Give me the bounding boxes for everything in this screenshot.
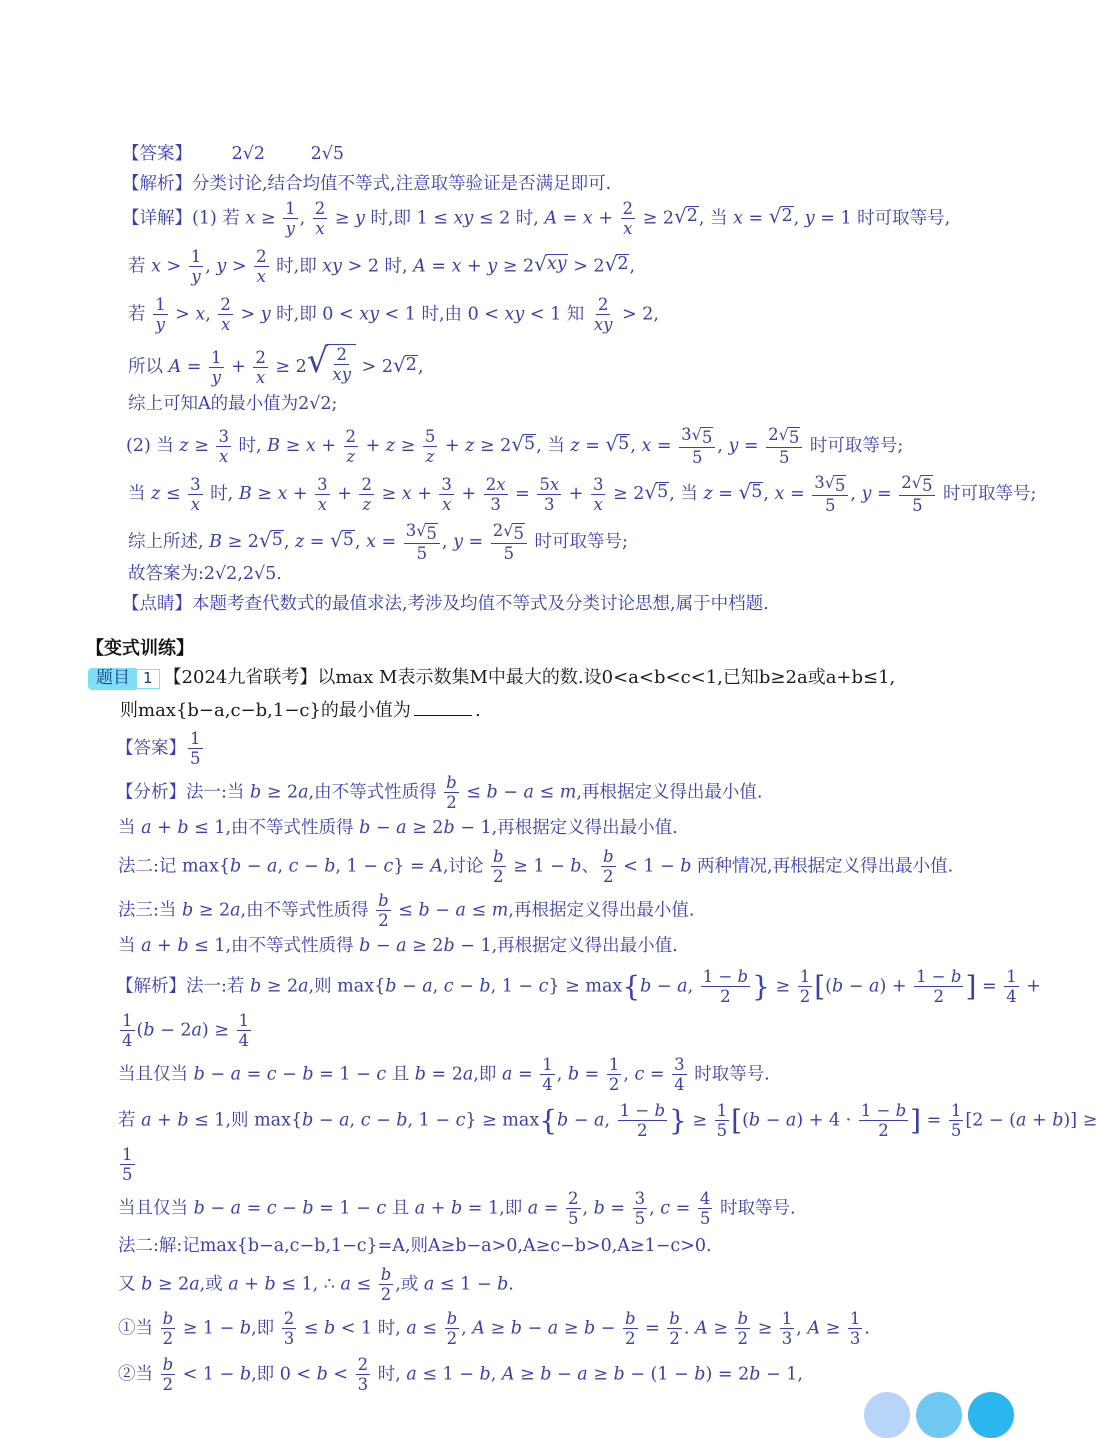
jiexi-line-6: 当且仅当 b − a = c − b = 1 − c 且 a + b = 1,即 a = $\frac{2}{5}$ , b = $\frac{3}{5}$ , c = $\frac{4}{5}$ 时取等号. (118, 1189, 796, 1229)
decor-circle-1 (864, 1392, 910, 1438)
detail-line-4: 所以 A = $\frac{1}{y}$ + $\frac{2}{x}$ ≥ 2 √ $\frac{2}{xy}$ > 2 √ 2 , (128, 341, 424, 387)
detail-conclusion-A: 综上可知A的最小值为2√2; (128, 394, 338, 414)
detail-line-2: 若 x > $\frac{1}{y}$ , y > $\frac{2}{x}$ 时,即 xy > 2 时, A = x + y ≥ 2 √ xy > 2 √ 2 , (128, 247, 636, 287)
answer-label: 【答案】 (122, 144, 192, 164)
prev-analysis-line (122, 176, 611, 194)
fenxi-line-2: 当 a + b ≤ 1,由不等式性质得 b − a ≥ 2b − 1,再根据定义得出最小值. (118, 818, 678, 838)
fenxi-line-3: 法二:记 max{b − a, c − b, 1 − c} = A,讨论 $\frac{b}{2}$ ≥ 1 − b、 $\frac{b}{2}$ < 1 − b 两种情况,再根据定义得出最小值. (118, 847, 954, 887)
detail-line-3: 若 $\frac{1}{y}$ > x, $\frac{2}{x}$ > y 时,即 0 < xy < 1 时,由 0 < xy < 1 知 $\frac{2}{xy}$ > 2, (128, 295, 659, 335)
answer-blank (414, 715, 472, 716)
detail-label: 【详解】 (122, 208, 192, 229)
fenxi-line-5: 当 a + b ≤ 1,由不等式性质得 b − a ≥ 2b − 1,再根据定义得出最小值. (118, 936, 678, 956)
jiexi-line-2: $\frac{1}{4}$ (b − 2a) ≥ $\frac{1}{4}$ (122, 1011, 250, 1051)
detail-line-1: 【详解】(1) 若 x ≥ $\frac{1}{y}$ , $\frac{2}{x}$ ≥ y 时,即 1 ≤ xy ≤ 2 时, A = x + $\frac{2}{x}$ ≥ 2 √ 2 , 当 x = √ 2 , y = 1 时可取等号, (122, 199, 951, 239)
question-line-2: 则max{b−a,c−b,1−c}的最小值为 . (120, 700, 481, 721)
question-line-1 (88, 668, 895, 690)
decor-circle-3 (968, 1392, 1014, 1438)
detail-line-7: 综上所述, B ≥ 2 √ 5 , z = √ 5 , x = 3 √ 5 5 , y = 2 √ 5 5 时可取等号; (128, 521, 628, 564)
jiexi-line-5: $\frac{1}{5}$ (122, 1145, 133, 1185)
decor-circle-2 (916, 1392, 962, 1438)
question-tag: 题目 (88, 668, 136, 690)
question-text-1: 以max M表示数集M中最大的数.设0<a<b<c<1,已知b≥2a或a+b≤1, (317, 667, 896, 688)
question-source: 【2024九省联考】 (163, 667, 318, 688)
jiexi-line-3: 当且仅当 b − a = c − b = 1 − c 且 b = 2a,即 a = $\frac{1}{4}$ , b = $\frac{1}{2}$ , c = $\frac{3}{4}$ 时取等号. (118, 1055, 770, 1095)
jiexi-line-4: 若 a + b ≤ 1,则 max{b − a, c − b, 1 − c} ≥ max{b − a, $\frac{1 - b}{2}$ } ≥ $\frac{1}{5}$ [(b − a) + 4 · $\frac{1 - b}{2}$ ] = $\frac{1}{5}$ [2 − (a + b)] ≥ (118, 1101, 1097, 1141)
final-answer-line: 故答案为:2√2,2√5. (128, 564, 282, 584)
dianjing-text: 本题考查代数式的最值求法,考涉及均值不等式及分类讨论思想,属于中档题. (192, 594, 769, 614)
question-text-2: 则max{b−a,c−b,1−c}的最小值为 (120, 700, 411, 721)
answer-value-2: 2√5 (310, 144, 344, 164)
jiexi-line-1: 【解析】法一:若 b ≥ 2a,则 max{b − a, c − b, 1 − c} ≥ max{b − a, $\frac{1 - b}{2}$ } ≥ $\frac{1}{2}$ [(b − a) + $\frac{1 - b}{2}$ ] = $\frac{1}{4}$ + (116, 967, 1041, 1007)
detail-line-5: (2) 当 z ≥ $\frac{3}{x}$ 时, B ≥ x + $\frac{2}{z}$ + z ≥ $\frac{5}{z}$ + z ≥ 2 √ 5 , 当 z = √ 5 , x = 3 √ 5 5 , y = 2 √ 5 5 时可取等号; (126, 425, 904, 468)
analysis-text: 分类讨论,结合均值不等式,注意取等验证是否满足即可. (192, 174, 612, 194)
answer-value-1: 2√2 (231, 144, 265, 164)
q-answer-line: 【答案】 $\frac{1}{5}$ (116, 729, 201, 769)
analysis-label: 【解析】 (122, 174, 192, 194)
question-number: 1 (136, 669, 160, 689)
detail-line-6: 当 z ≤ $\frac{3}{x}$ 时, B ≥ x + $\frac{3}{x}$ + $\frac{2}{z}$ ≥ x + $\frac{3}{x}$ + $\frac{2x}{3}$ = $\frac{5x}{3}$ + $\frac{3}{x}$ ≥ 2 √ 5 , 当 z = √ 5 , x = 3 √ 5 5 , y = 2 √ 5 5 时可取等号; (128, 473, 1037, 516)
jiexi-case-1: ①当 $\frac{b}{2}$ ≥ 1 − b,即 $\frac{2}{3}$ ≤ b < 1 时, a ≤ $\frac{b}{2}$ , A ≥ b − a ≥ b − $\frac{b}{2}$ = $\frac{b}{2}$ . A ≥ $\frac{b}{2}$ ≥ $\frac{1}{3}$ , A ≥ $\frac{1}{3}$ . (118, 1309, 870, 1349)
fenxi-label: 【分析】 (116, 782, 186, 803)
jiexi-case-2: ②当 $\frac{b}{2}$ < 1 − b,即 0 < b < $\frac{2}{3}$ 时, a ≤ 1 − b, A ≥ b − a ≥ b − (1 − b) = 2b − 1, (118, 1355, 803, 1395)
jiexi-label: 【解析】 (116, 976, 186, 997)
prev-answer-line (122, 146, 344, 164)
dianjing-line (122, 596, 769, 614)
jiexi-fa2-line-2: 又 b ≥ 2a,或 a + b ≤ 1, ∴ a ≤ $\frac{b}{2}$ ,或 a ≤ 1 − b. (118, 1265, 514, 1305)
jiexi-fa2-line-1: 法二:解:记max{b−a,c−b,1−c}=A,则A≥b−a>0,A≥c−b>0,A≥1−c>0. (118, 1236, 712, 1256)
section-title: 【变式训练】 (86, 638, 194, 659)
q-answer-label: 【答案】 (116, 738, 186, 759)
fenxi-line-1: 【分析】法一:当 b ≥ 2a,由不等式性质得 $\frac{b}{2}$ ≤ b − a ≤ m,再根据定义得出最小值. (116, 773, 763, 813)
fenxi-line-4: 法三:当 b ≥ 2a,由不等式性质得 $\frac{b}{2}$ ≤ b − a ≤ m,再根据定义得出最小值. (118, 891, 695, 931)
dianjing-label: 【点睛】 (122, 594, 192, 614)
